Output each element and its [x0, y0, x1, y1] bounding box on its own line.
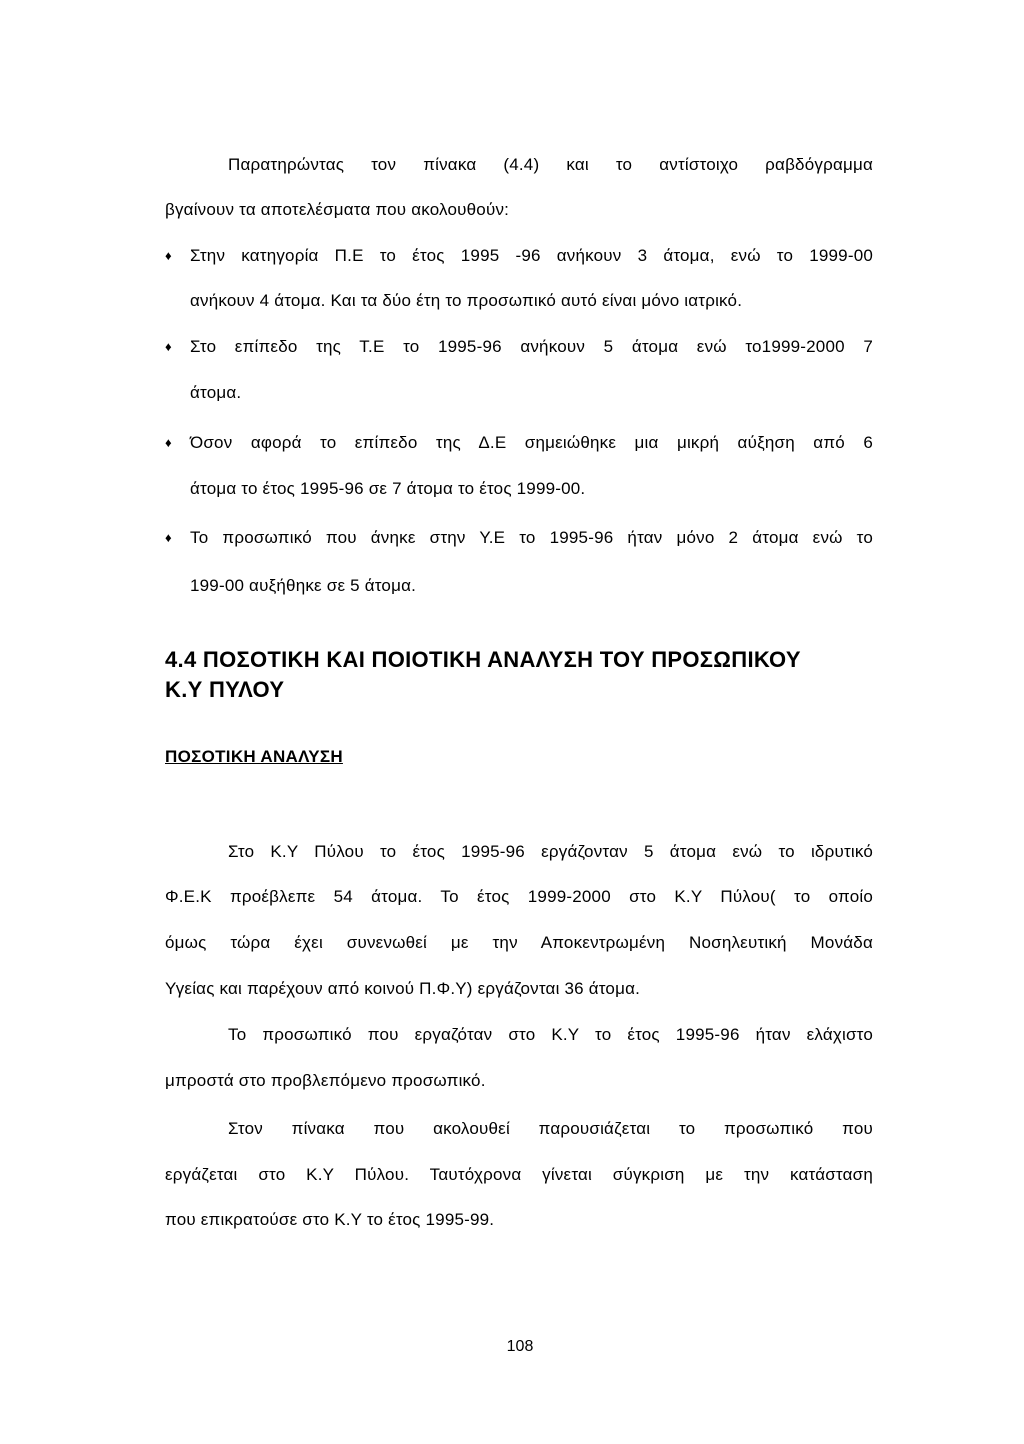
- intro-line-1: Παρατηρώντας τον πίνακα (4.4) και το αντίστοιχο ραβδόγραμμα: [228, 155, 873, 174]
- bullet-2-line-1: Στο επίπεδο της Τ.Ε το 1995-96 ανήκουν 5 άτομα ενώ το1999-2000 7: [190, 337, 873, 356]
- paragraph-3-line-1: Στον πίνακα που ακολουθεί παρουσιάζεται το προσωπικό που: [228, 1119, 873, 1138]
- paragraph-1-line-3: όμως τώρα έχει συνενωθεί με την Αποκεντρωμένη Νοσηλευτική Μονάδα: [165, 933, 873, 952]
- bullet-3-line-1: Όσον αφορά το επίπεδο της Δ.Ε σημειώθηκε μια μικρή αύξηση από 6: [190, 433, 873, 452]
- intro-line-2: βγαίνουν τα αποτελέσματα που ακολουθούν:: [165, 200, 510, 219]
- page-number: 108: [506, 1338, 534, 1355]
- paragraph-2-line-1: Το προσωπικό που εργαζόταν στο Κ.Υ το έτος 1995-96 ήταν ελάχιστο: [228, 1025, 873, 1044]
- paragraph-1-line-4: Υγείας και παρέχουν από κοινού Π.Φ.Υ) εργάζονται 36 άτομα.: [165, 979, 641, 998]
- paragraph-2-line-2: μπροστά στο προβλεπόμενο προσωπικό.: [165, 1071, 486, 1090]
- bullet-4-line-2: 199-00 αυξήθηκε σε 5 άτομα.: [190, 576, 417, 595]
- bullet-3-line-2: άτομα το έτος 1995-96 σε 7 άτομα το έτος 1999-00.: [190, 479, 586, 498]
- paragraph-3-line-2: εργάζεται στο Κ.Υ Πύλου. Ταυτόχρονα γίνεται σύγκριση με την κατάσταση: [165, 1165, 873, 1184]
- paragraph-1-line-2: Φ.Ε.Κ προέβλεπε 54 άτομα. Το έτος 1999-2000 στο Κ.Υ Πύλου( το οποίο: [165, 887, 873, 906]
- section-title-line-2: Κ.Υ ΠΥΛΟΥ: [165, 677, 285, 702]
- section-title-line-1: 4.4 ΠΟΣΟΤΙΚΗ ΚΑΙ ΠΟΙΟΤΙΚΗ ΑΝΑΛΥΣΗ ΤΟΥ ΠΡΟΣΩΠΙΚΟΥ: [165, 647, 801, 672]
- bullet-diamond-icon: ♦: [165, 248, 172, 263]
- bullet-diamond-icon: ♦: [165, 530, 172, 545]
- bullet-1-line-2: ανήκουν 4 άτομα. Και τα δύο έτη το προσωπικό αυτό είναι μόνο ιατρικό.: [190, 291, 743, 310]
- section-subtitle: ΠΟΣΟΤΙΚΗ ΑΝΑΛΥΣΗ: [165, 747, 343, 766]
- bullet-2-line-2: άτομα.: [190, 383, 242, 402]
- bullet-diamond-icon: ♦: [165, 435, 172, 450]
- paragraph-3-line-3: που επικρατούσε στο Κ.Υ το έτος 1995-99.: [165, 1210, 495, 1229]
- bullet-4-line-1: Το προσωπικό που άνηκε στην Υ.Ε το 1995-96 ήταν μόνο 2 άτομα ενώ το: [190, 528, 873, 547]
- paragraph-1-line-1: Στο Κ.Υ Πύλου το έτος 1995-96 εργάζονταν 5 άτομα ενώ το ιδρυτικό: [228, 842, 873, 861]
- bullet-1-line-1: Στην κατηγορία Π.Ε το έτος 1995 -96 ανήκουν 3 άτομα, ενώ το 1999-00: [190, 246, 873, 265]
- bullet-diamond-icon: ♦: [165, 339, 172, 354]
